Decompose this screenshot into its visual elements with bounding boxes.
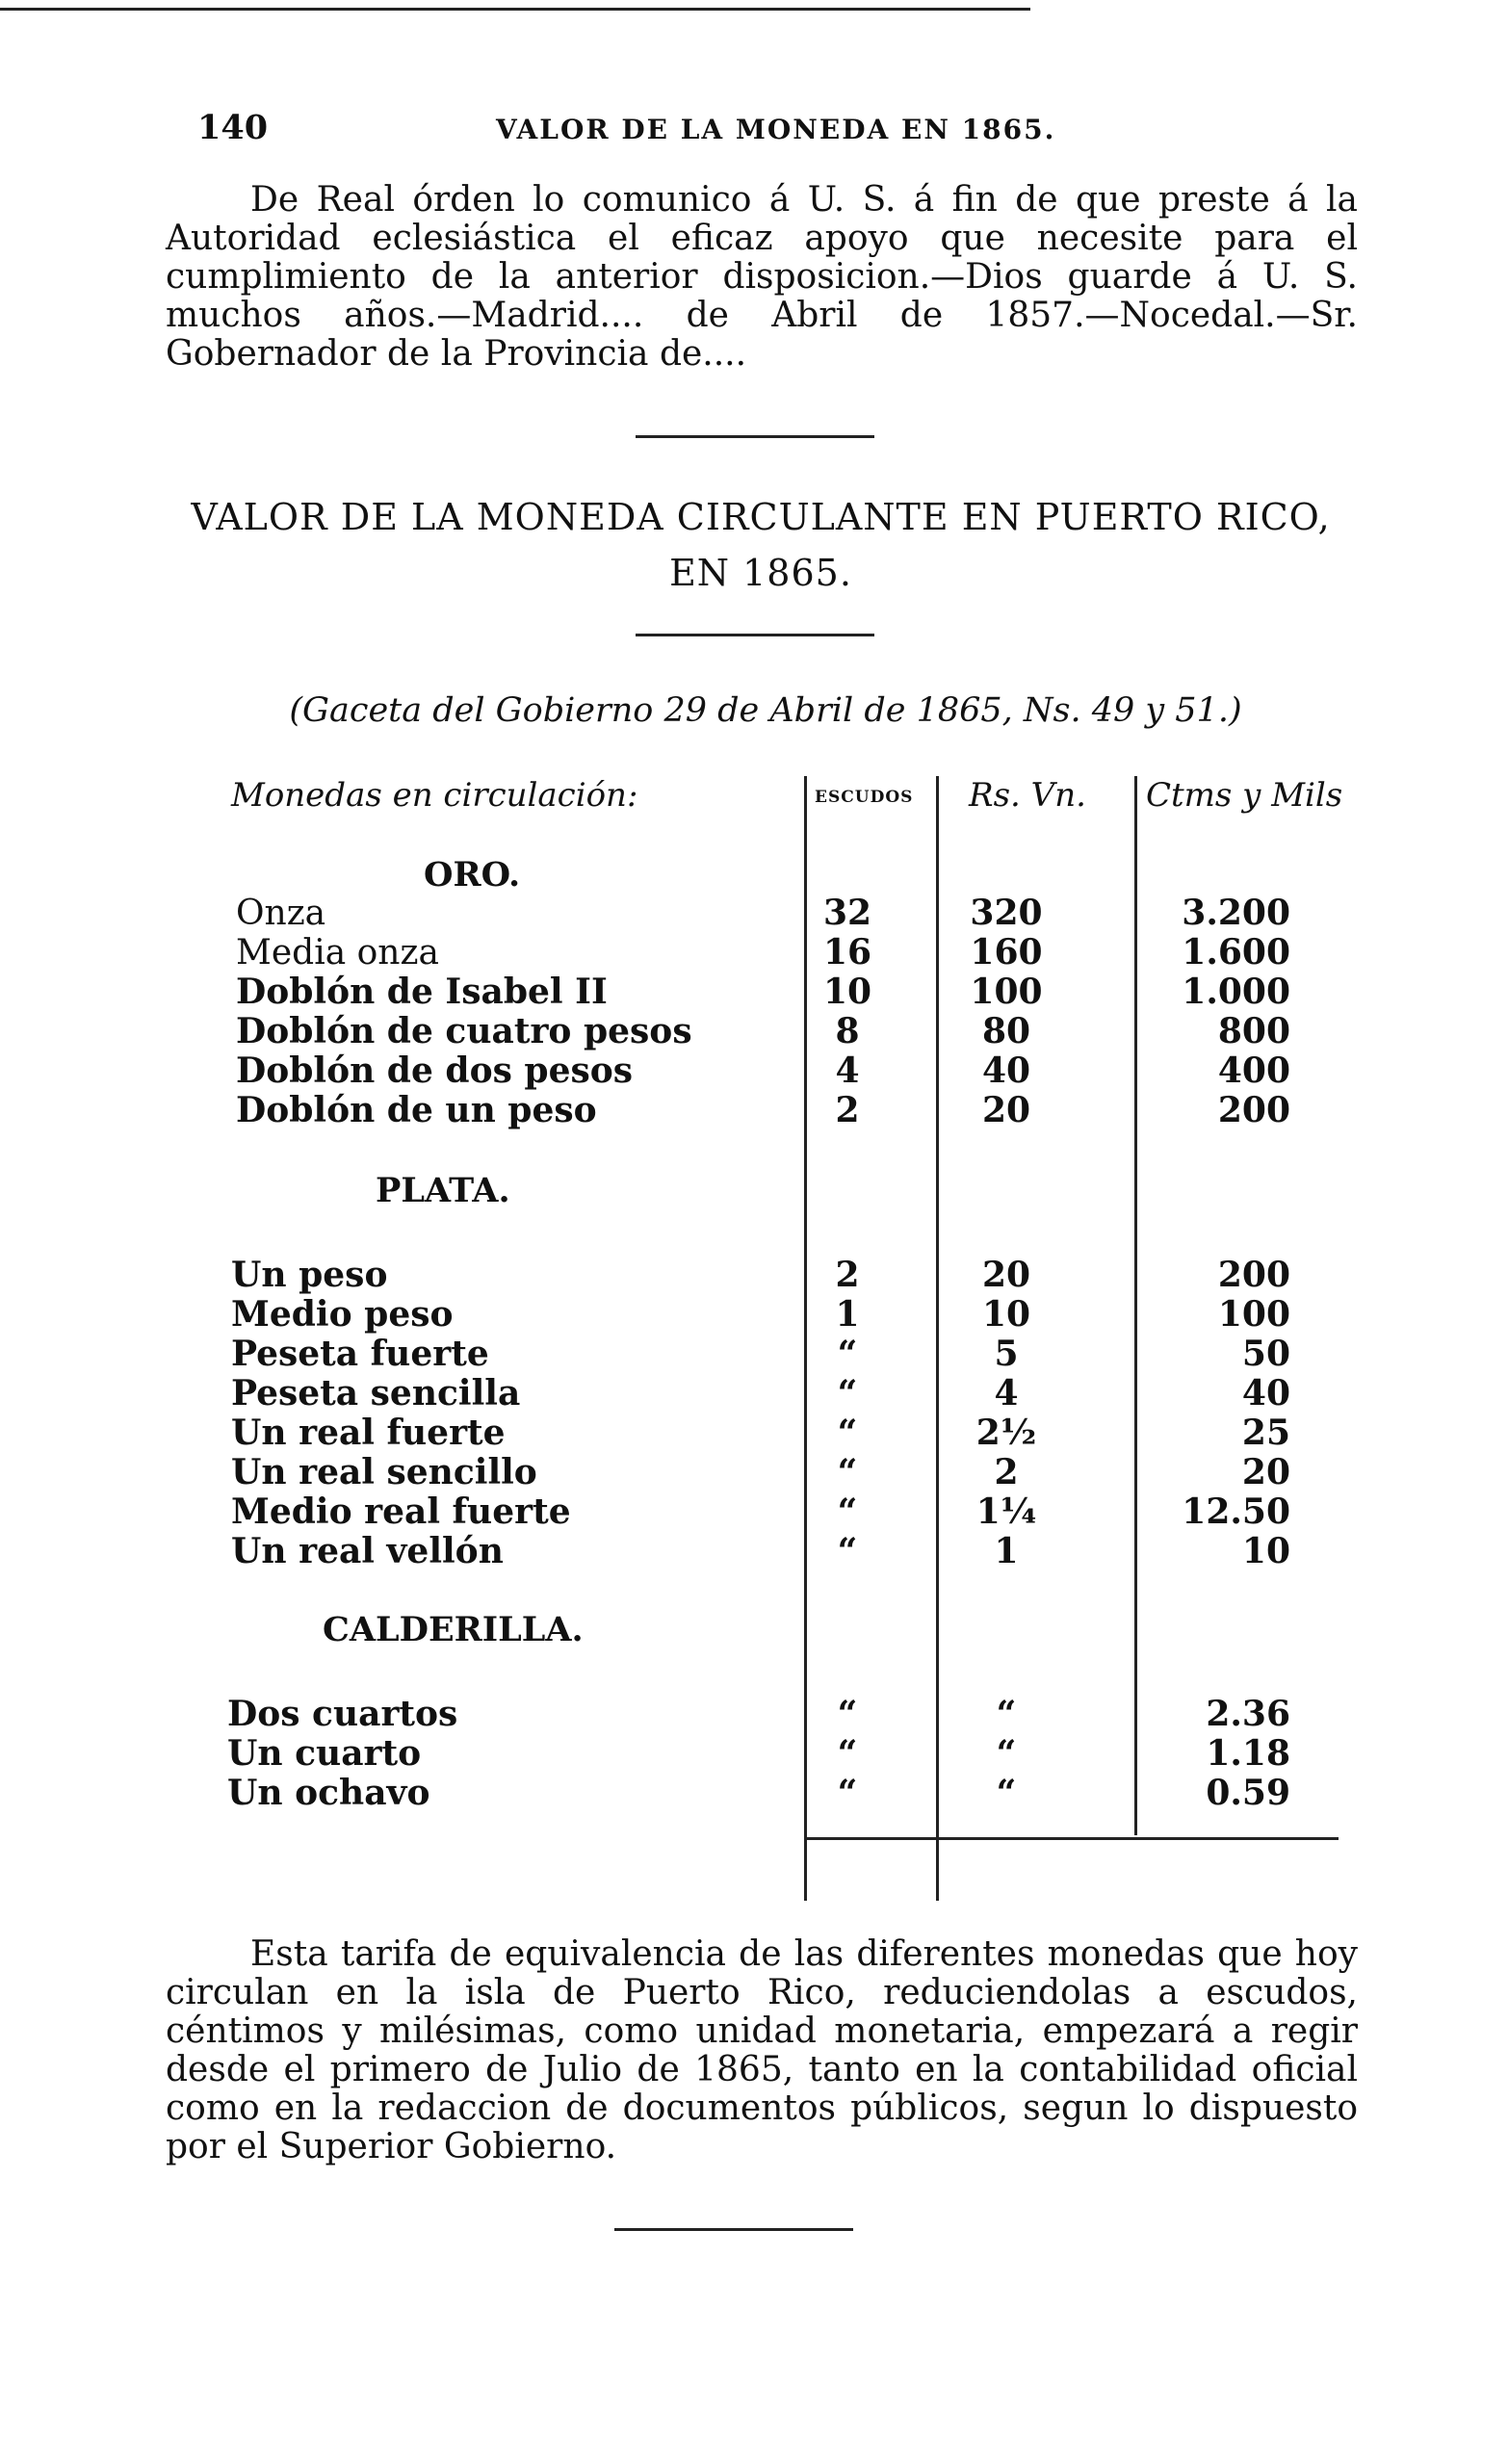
value-reales: 40 [981,1050,1031,1091]
value-escudos: “ [837,1733,858,1774]
value-reales: 2½ [975,1413,1037,1453]
value-escudos: 2 [835,1090,860,1130]
source-citation: (Gaceta del Gobierno 29 de Abril de 1865, Ns. 49 y 51.) [289,691,1242,730]
coin-name: Un ochavo [227,1773,430,1813]
running-title: VALOR DE LA MONEDA EN 1865. [496,114,1056,145]
section-title-calderilla: CALDERILLA. [323,1610,584,1649]
separator-rule [636,435,874,438]
table-row [0,1051,1508,1091]
value-escudos: “ [837,1491,858,1532]
coin-name: Doblón de cuatro pesos [236,1011,692,1051]
value-centimos: 20 [1241,1452,1290,1492]
value-reales: 1 [994,1531,1019,1571]
value-centimos: 1.000 [1182,972,1290,1012]
value-escudos: “ [837,1694,858,1734]
coin-name: Onza [236,894,326,933]
heading-line-2: EN 1865. [669,552,852,594]
coin-name: Media onza [236,933,439,973]
closing-paragraph-text: Esta tarifa de equivalencia de las diferentes monedas que hoy circulan en la isla de Puerto Rico, reduciendolas a escudos, céntimos y milésimas, como unidad monetaria, empezará a regir desde el primero de Julio de 1865, tanto en la contabilidad oficial como en la redaccion de documentos públicos, segun lo dispuesto por el Superior Gobierno. [166,1934,1358,2166]
value-escudos: 10 [822,972,872,1012]
table-row [0,933,1508,973]
value-reales: 20 [981,1255,1031,1295]
value-escudos: 2 [835,1255,860,1295]
value-reales: 20 [981,1090,1031,1130]
value-escudos: “ [837,1413,858,1453]
table-row [0,1374,1508,1414]
closing-paragraph [166,1935,1358,2166]
intro-paragraph-text: De Real órden lo comunico á U. S. á fin de que preste á la Autoridad eclesiástica el eficaz apoyo que necesite para el cumplimiento de la anterior disposicion.—Dios guarde á U. S. muchos años.—Madrid.... de Abril de 1857.—Nocedal.—Sr. Gobernador de la Provincia de.... [166,180,1358,374]
value-reales: 5 [994,1334,1019,1374]
coin-name: Doblón de Isabel II [236,972,608,1012]
value-reales: 2 [994,1452,1019,1492]
intro-paragraph [166,181,1358,374]
table-row [0,1256,1508,1295]
heading-line-1: VALOR DE LA MONEDA CIRCULANTE EN PUERTO RICO, [191,496,1331,538]
table-row [0,1453,1508,1492]
table-row [0,1012,1508,1051]
section-heading [159,489,1363,601]
value-centimos: 200 [1217,1090,1290,1130]
value-escudos: 16 [822,932,872,973]
table-row [0,1695,1508,1734]
value-escudos: “ [837,1531,858,1571]
value-reales: “ [996,1733,1017,1774]
coin-name: Dos cuartos [227,1694,458,1734]
separator-rule [614,2228,853,2231]
scan-top-border [0,8,1030,11]
coin-name: Un real sencillo [231,1452,537,1492]
column-header-reales: Rs. Vn. [969,776,1086,815]
coin-name: Doblón de un peso [236,1090,597,1130]
separator-rule [636,634,874,636]
value-centimos: 3.200 [1182,893,1290,933]
value-escudos: 8 [835,1011,860,1051]
coin-name: Medio peso [231,1294,454,1335]
value-reales: 10 [981,1294,1031,1335]
section-title-plata: PLATA. [376,1171,510,1210]
coin-name: Peseta fuerte [231,1334,489,1374]
running-head [197,108,1372,166]
coin-name: Peseta sencilla [231,1373,521,1414]
value-centimos: 2.36 [1206,1694,1290,1734]
value-escudos: 1 [835,1294,860,1335]
table-bottom-rule [804,1837,1339,1840]
coin-name: Un cuarto [227,1733,422,1774]
value-reales: 4 [994,1373,1019,1414]
page-number: 140 [197,108,269,147]
table-caption: Monedas en circulación: [231,776,638,815]
value-centimos: 40 [1241,1373,1290,1414]
value-escudos: “ [837,1452,858,1492]
table-row [0,1091,1508,1130]
table-row [0,894,1508,933]
coin-name: Doblón de dos pesos [236,1050,634,1091]
value-escudos: 4 [835,1050,860,1091]
value-reales: 80 [981,1011,1031,1051]
value-centimos: 200 [1217,1255,1290,1295]
section-title-oro: ORO. [424,855,521,895]
value-reales: 1¼ [975,1491,1037,1532]
value-centimos: 12.50 [1182,1491,1290,1532]
value-reales: 100 [970,972,1043,1012]
coin-name: Un real vellón [231,1531,504,1571]
value-centimos: 800 [1217,1011,1290,1051]
value-escudos: 32 [822,893,872,933]
value-centimos: 1.18 [1206,1733,1290,1774]
value-centimos: 50 [1241,1334,1290,1374]
table-row [0,1492,1508,1532]
value-reales: 160 [970,932,1043,973]
table-row [0,1734,1508,1774]
coin-name: Un peso [231,1255,388,1295]
value-escudos: “ [837,1334,858,1374]
value-escudos: “ [837,1773,858,1813]
value-escudos: “ [837,1373,858,1414]
table-row [0,1335,1508,1374]
column-header-escudos: ESCUDOS [815,788,914,807]
column-header-centimos: Ctms y Mils [1146,776,1343,815]
value-reales: “ [996,1694,1017,1734]
coin-name: Medio real fuerte [231,1491,571,1532]
value-centimos: 400 [1217,1050,1290,1091]
value-centimos: 1.600 [1182,932,1290,973]
value-centimos: 0.59 [1206,1773,1290,1813]
table-row [0,1414,1508,1453]
table-row [0,1774,1508,1813]
value-centimos: 25 [1241,1413,1290,1453]
value-reales: 320 [970,893,1043,933]
value-centimos: 10 [1241,1531,1290,1571]
table-row [0,1532,1508,1571]
table-row [0,973,1508,1012]
value-centimos: 100 [1217,1294,1290,1335]
coin-name: Un real fuerte [231,1413,506,1453]
table-row [0,1295,1508,1335]
value-reales: “ [996,1773,1017,1813]
